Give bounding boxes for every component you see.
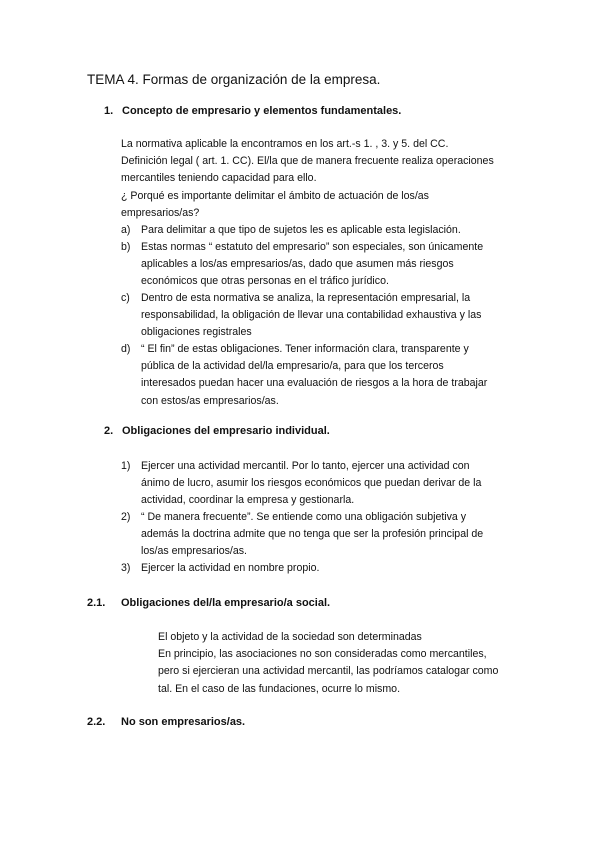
- list-item-line: responsabilidad, la obligación de llevar una contabilidad exhaustiva y las: [141, 309, 482, 322]
- section-number: 2.2.: [87, 716, 106, 728]
- paragraph-line: ¿ Porqué es importante delimitar el ámbito de actuación de los/as: [121, 189, 429, 202]
- list-item-line: los/as empresarios/as.: [141, 545, 247, 558]
- list-item-line: actividad, coordinar la empresa y gestionarla.: [141, 494, 355, 507]
- list-item-line: Estas normas “ estatuto del empresario” son especiales, son únicamente: [141, 241, 484, 253]
- list-item-line: Para delimitar a que tipo de sujetos les es aplicable esta legislación.: [141, 224, 461, 236]
- paragraph-line: tal. En el caso de las fundaciones, ocurre lo mismo.: [158, 682, 401, 695]
- list-item-line: “ De manera frecuente”. Se entiende como una obligación subjetiva y: [141, 511, 467, 523]
- section-title: Obligaciones del empresario individual.: [122, 425, 330, 437]
- section-1-intro: [121, 136, 494, 222]
- list-item-line: Ejercer la actividad en nombre propio.: [141, 562, 320, 574]
- paragraph-line: pero si ejercieran una actividad mercantil, las podríamos catalogar como: [158, 665, 499, 678]
- list-item-line: pública de la actividad del/la empresario/a, para que los terceros: [141, 360, 444, 373]
- section-1-heading: [104, 105, 401, 117]
- list-item-line: con estos/as empresarios/as.: [141, 394, 279, 407]
- section-2-heading: [104, 425, 330, 437]
- section-title: Concepto de empresario y elementos fundamentales.: [122, 105, 402, 117]
- list-item-line: ánimo de lucro, asumir los riesgos económicos que puedan derivar de la: [141, 477, 482, 490]
- list-item-line: Ejercer una actividad mercantil. Por lo tanto, ejercer una actividad con: [141, 460, 470, 472]
- paragraph-line: empresarios/as?: [121, 206, 200, 219]
- list-marker: d): [121, 343, 131, 355]
- list-item-line: además la doctrina admite que no tenga que ser la profesión principal de: [141, 528, 484, 541]
- list-item-line: económicos que otras personas en el tráfico jurídico.: [141, 275, 389, 288]
- section-number: 2.: [104, 425, 114, 437]
- paragraph-line: mercantiles teniendo capacidad para ello.: [121, 172, 317, 185]
- list-item-line: “ El fin” de estas obligaciones. Tener información clara, transparente y: [141, 343, 469, 355]
- list-item-line: Dentro de esta normativa se analiza, la representación empresarial, la: [141, 292, 471, 304]
- list-marker: a): [121, 224, 131, 236]
- list-item-line: obligaciones registrales: [141, 326, 252, 339]
- section-2-1-heading: [87, 597, 330, 609]
- section-number: 2.1.: [87, 597, 106, 609]
- page-title: TEMA 4. Formas de organización de la empresa.: [87, 72, 381, 87]
- section-title: No son empresarios/as.: [121, 716, 246, 728]
- list-marker: b): [121, 241, 131, 253]
- paragraph-line: El objeto y la actividad de la sociedad son determinadas: [158, 631, 422, 643]
- list-marker: c): [121, 292, 130, 304]
- list-item-line: aplicables a los/as empresarios/as, dado que asumen más riesgos: [141, 258, 454, 271]
- list-marker: 2): [121, 511, 131, 523]
- paragraph-line: La normativa aplicable la encontramos en los art.-s 1. , 3. y 5. del CC.: [121, 138, 449, 150]
- section-2-2-heading: [87, 716, 245, 728]
- paragraph-line: En principio, las asociaciones no son consideradas como mercantiles,: [158, 648, 487, 661]
- section-title: Obligaciones del/la empresario/a social.: [121, 597, 331, 609]
- paragraph-line: Definición legal ( art. 1. CC). El/la que de manera frecuente realiza operaciones: [121, 155, 494, 168]
- list-item-line: interesados puedan hacer una evaluación de riesgos a la hora de trabajar: [141, 377, 488, 390]
- list-marker: 3): [121, 562, 131, 574]
- list-marker: 1): [121, 460, 131, 472]
- section-2-1-text: [158, 629, 498, 698]
- section-number: 1.: [104, 105, 114, 117]
